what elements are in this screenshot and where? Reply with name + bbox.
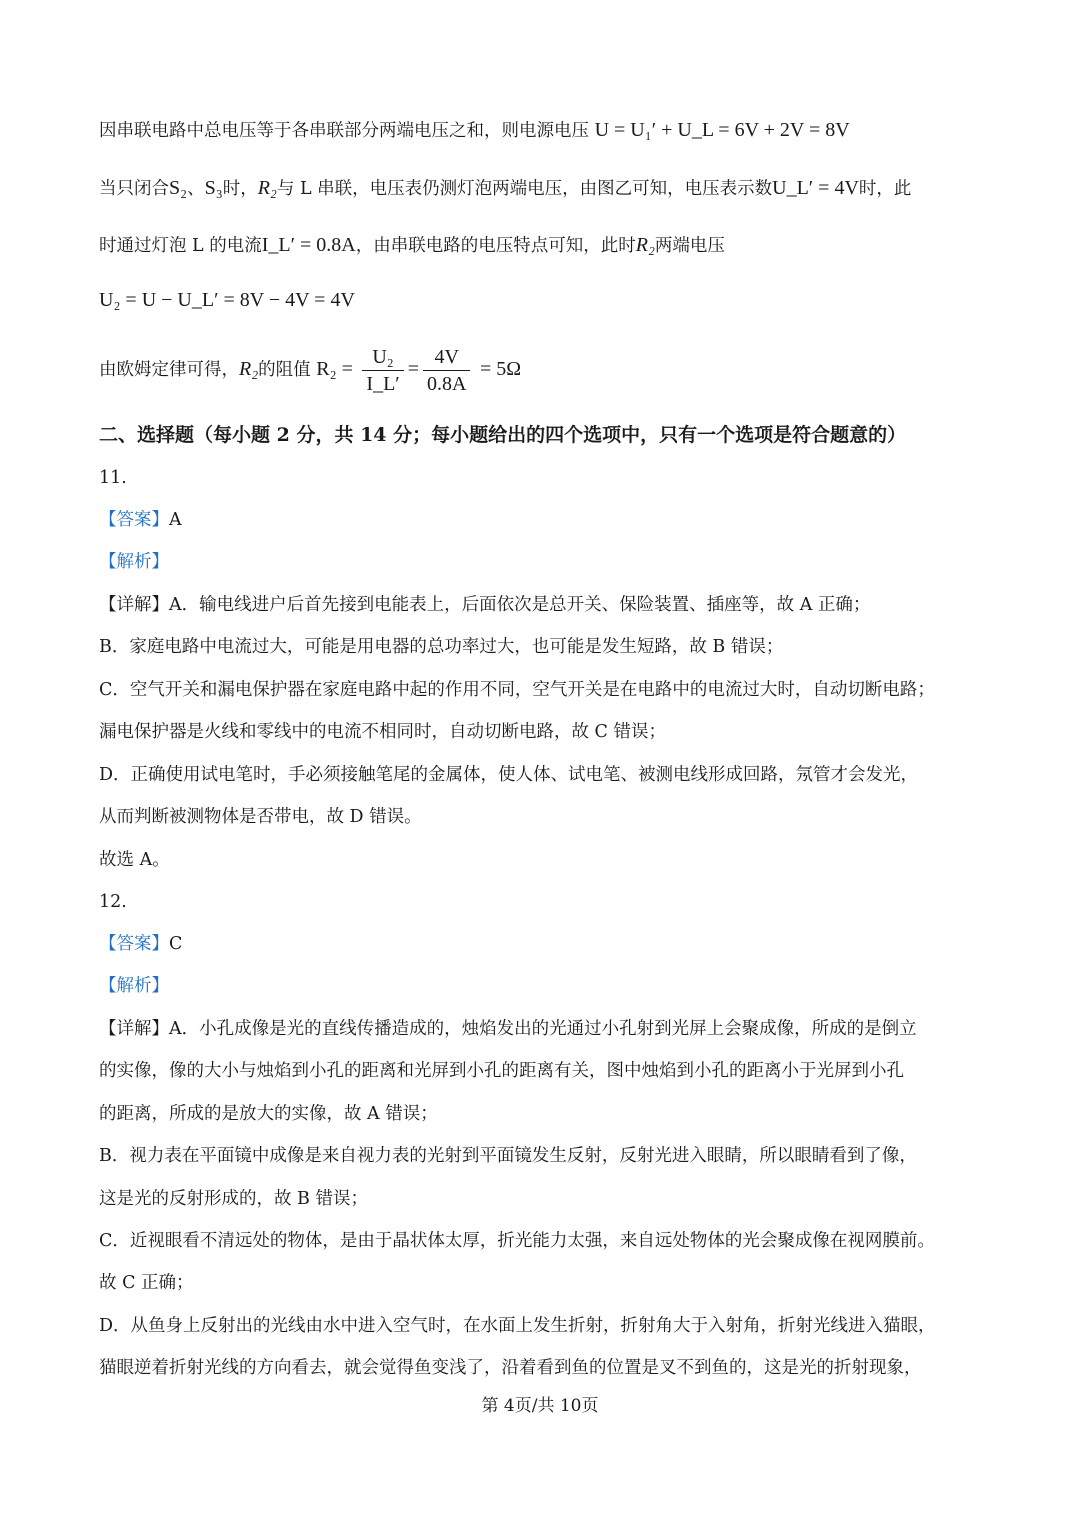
answer-tag: 【答案】 bbox=[99, 510, 169, 530]
resistor-r2: R₂ bbox=[635, 234, 655, 256]
text-line bbox=[99, 176, 984, 201]
text-line bbox=[99, 233, 984, 258]
resistor-r2: R₂ bbox=[239, 358, 259, 380]
question-number: 11. bbox=[99, 468, 127, 488]
text-line: 由欧姆定律可得，R₂的阻值 R₂ = $\frac{\text{U₂}}{I\_L'}$ = $\frac{4V}{0.8A}$ = 5Ω bbox=[99, 346, 522, 395]
detail-text: A．输电线进户后首先接到电能表上，后面依次是总开关、保险装置、插座等，故 A 正确； bbox=[169, 595, 871, 615]
detail-line: C．近视眼看不清远处的物体，是由于晶状体太厚，折光能力太强，来自远处物体的光会聚成像在视网膜前。 bbox=[99, 1231, 935, 1251]
analysis-tag: 【解析】 bbox=[99, 552, 169, 572]
detail-text: A．小孔成像是光的直线传播造成的，烛焰发出的光通过小孔射到光屏上会聚成像，所成的是倒立 bbox=[169, 1019, 917, 1039]
detail-line: 故 C 正确； bbox=[99, 1273, 194, 1293]
detail-line: 漏电保护器是火线和零线中的电流不相同时，自动切断电路，故 C 错误； bbox=[99, 722, 667, 742]
detail-line: C．空气开关和漏电保护器在家庭电路中起的作用不同，空气开关是在电路中的电流过大时，自动切断电路； bbox=[99, 680, 935, 700]
detail-line: B．家庭电路中电流过大，可能是用电器的总功率过大，也可能是发生短路，故 B 错误； bbox=[99, 637, 784, 657]
line-text: 与 L 串联，电压表仍测灯泡两端电压，由图乙可知，电压表示数 bbox=[276, 179, 773, 199]
line-text: 的阻值 bbox=[258, 360, 311, 380]
detail-line: 这是光的反射形成的，故 B 错误； bbox=[99, 1189, 368, 1209]
fraction-values bbox=[423, 346, 470, 395]
detail-line bbox=[99, 1017, 984, 1041]
line-text: 时，此 bbox=[858, 179, 912, 199]
line-text: 因串联电路中总电压等于各串联部分两端电压之和，则电源电压 bbox=[99, 121, 589, 141]
formula-lamp-current: I_L′ = 0.8A bbox=[261, 234, 356, 256]
formula-r2-voltage: U₂ = U − U_L′ = 8V − 4V = 4V bbox=[99, 289, 355, 311]
fraction-numerator: 4V bbox=[423, 346, 470, 371]
detail-line bbox=[99, 593, 984, 617]
answer-value: C bbox=[169, 934, 183, 954]
detail-line: 猫眼逆着折射光线的方向看去，就会觉得鱼变浅了，沿着看到鱼的位置是叉不到鱼的，这是光的折射现象， bbox=[99, 1358, 922, 1378]
answer-line bbox=[99, 508, 984, 532]
resistor-r2: R₂ bbox=[257, 177, 277, 199]
answer-line bbox=[99, 932, 984, 956]
question-number: 12. bbox=[99, 892, 127, 912]
formula-r2-lhs: R₂ = bbox=[316, 358, 353, 380]
detail-tag: 【详解】 bbox=[99, 1019, 169, 1039]
line-text: 由欧姆定律可得， bbox=[99, 360, 239, 380]
line-text: 当只闭合 bbox=[99, 179, 169, 199]
switch-s2: S₂ bbox=[169, 177, 188, 199]
formula-result: = 5Ω bbox=[480, 358, 522, 380]
detail-line: D．从鱼身上反射出的光线由水中进入空气时，在水面上发生折射，折射角大于入射角，折射光线进入猫眼， bbox=[99, 1316, 936, 1336]
switch-s3: S₃ bbox=[204, 177, 223, 199]
detail-line: 从而判断被测物体是否带电，故 D 错误。 bbox=[99, 807, 422, 827]
detail-line: 的距离，所成的是放大的实像，故 A 错误； bbox=[99, 1104, 438, 1124]
detail-line: 的实像，像的大小与烛焰到小孔的距离和光屏到小孔的距离有关，图中烛焰到小孔的距离小于光屏到小孔 bbox=[99, 1061, 904, 1081]
answer-value: A bbox=[169, 510, 182, 530]
analysis-tag: 【解析】 bbox=[99, 976, 169, 996]
line-text: 两端电压 bbox=[654, 236, 725, 256]
line-text: ，由串联电路的电压特点可知，此时 bbox=[355, 236, 636, 256]
page-footer: 第 4页/共 10页 bbox=[481, 1396, 599, 1416]
line-text: 、 bbox=[187, 179, 205, 199]
text-line bbox=[99, 288, 984, 313]
fraction-u2-over-il bbox=[362, 346, 403, 395]
formula-lamp-voltage: U_L′ = 4V bbox=[772, 177, 859, 199]
formula-total-voltage: U = U₁′ + U_L = 6V + 2V = 8V bbox=[594, 119, 850, 141]
section-heading: 二、选择题（每小题 2 分，共 14 分；每小题给出的四个选项中，只有一个选项是符合题意的） bbox=[99, 424, 907, 446]
fraction-denominator: I_L′ bbox=[366, 373, 400, 395]
answer-tag: 【答案】 bbox=[99, 934, 169, 954]
conclusion-line: 故选 A。 bbox=[99, 850, 170, 870]
detail-tag: 【详解】 bbox=[99, 595, 169, 615]
text-line bbox=[99, 118, 984, 143]
fraction-denominator: 0.8A bbox=[426, 373, 467, 395]
detail-line: B．视力表在平面镜中成像是来自视力表的光射到平面镜发生反射，反射光进入眼睛，所以眼睛看到了像， bbox=[99, 1146, 917, 1166]
line-text: 时， bbox=[222, 179, 258, 199]
fraction-numerator: U₂ bbox=[362, 346, 403, 371]
line-text: 时通过灯泡 L 的电流 bbox=[99, 236, 262, 256]
detail-line: D．正确使用试电笔时，手必须接触笔尾的金属体，使人体、试电笔、被测电线形成回路，氖管才会发光， bbox=[99, 765, 919, 785]
